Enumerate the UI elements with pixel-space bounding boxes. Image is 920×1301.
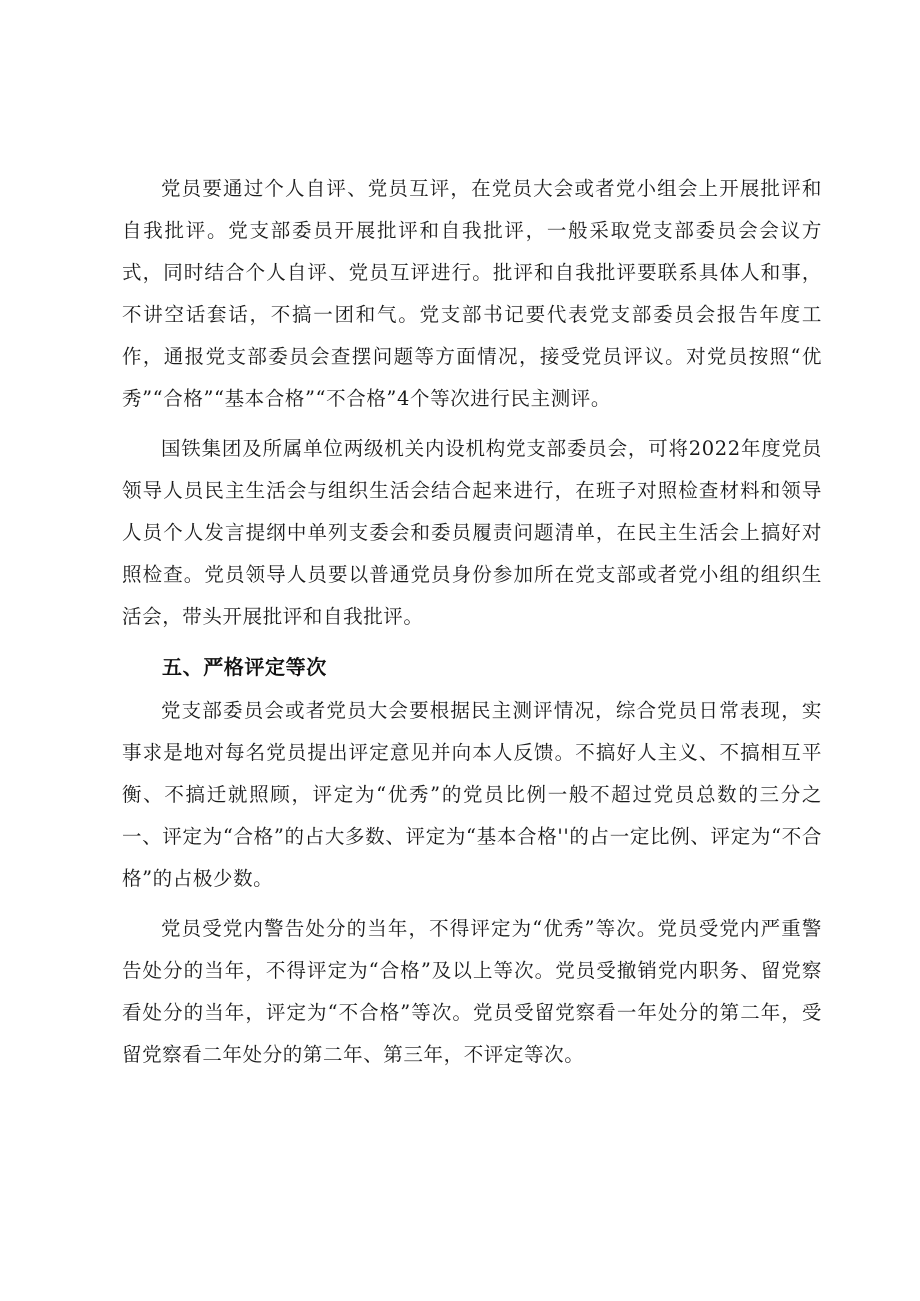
- paragraph-self-criticism: 党员要通过个人自评、党员互评，在党员大会或者党小组会上开展批评和自我批评。党支部委员开展批评和自我批评，一般采取党支部委员会会议方式，同时结合个人自评、党员互评进行。批评和自我批评要联系具体人和事，不讲空话套话，不搞一团和气。党支部书记要代表党支部委员会报告年度工作，通报党支部委员会查摆问题等方面情况，接受党员评议。对党员按照“优秀”“合格”“基本合格”“不合格”4个等次进行民主测评。: [122, 177, 822, 410]
- paragraph-discipline-rules: 党员受党内警告处分的当年，不得评定为“优秀”等次。党员受党内严重警告处分的当年，不得评定为“合格”及以上等次。党员受撤销党内职务、留党察看处分的当年，评定为“不合格”等次。党员受留党察看一年处分的第二年，受留党察看二年处分的第二年、第三年，不评定等次。: [122, 917, 822, 1066]
- section-heading: 五、严格评定等次: [162, 655, 327, 679]
- paragraph-evaluation-ratio: 党支部委员会或者党员大会要根据民主测评情况，综合党员日常表现，实事求是地对每名党员提出评定意见并向本人反馈。不搞好人主义、不搞相互平衡、不搞迁就照顾，评定为“优秀”的党员比例一般不超过党员总数的三分之一、评定为“合格”的占大多数、评定为“基本合格''的占一定比例、评定为“不合格”的占极少数。: [122, 699, 822, 890]
- document-body: [122, 168, 822, 1084]
- paragraph-leadership-meeting: 国铁集团及所属单位两级机关内设机构党支部委员会，可将2022年度党员领导人员民主生活会与组织生活会结合起来进行，在班子对照检查材料和领导人员个人发言提纲中单列支委会和委员履责问题清单，在民主生活会上搞好对照检查。党员领导人员要以普通党员身份参加所在党支部或者党小组的组织生活会，带头开展批评和自我批评。: [122, 437, 822, 628]
